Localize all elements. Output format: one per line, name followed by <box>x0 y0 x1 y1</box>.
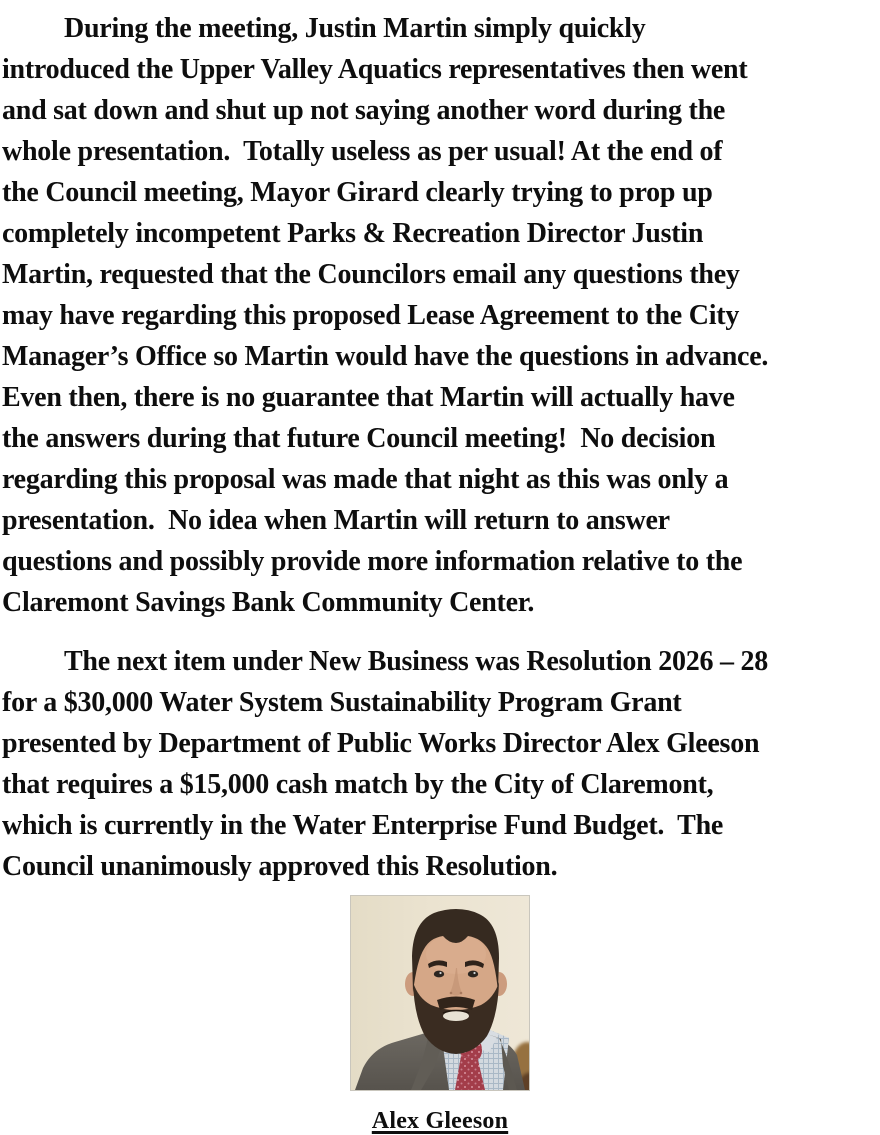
text-line: that requires a $15,000 cash match by the City of Claremont, <box>2 769 714 800</box>
text-line: whole presentation. Totally useless as per usual! At the end of <box>2 136 723 167</box>
smile <box>443 1011 469 1021</box>
text-line: Martin, requested that the Councilors email any questions they <box>2 259 740 290</box>
text-line: Claremont Savings Bank Community Center. <box>2 587 535 618</box>
text-line: completely incompetent Parks & Recreation Director Justin <box>2 218 704 249</box>
portrait-figure <box>0 895 880 1135</box>
body-text <box>0 8 880 887</box>
paragraph-council-meeting <box>2 8 879 623</box>
text-line: may have regarding this proposed Lease Agreement to the City <box>2 300 740 331</box>
text-line: introduced the Upper Valley Aquatics representatives then went <box>2 54 748 85</box>
text-line: presentation. No idea when Martin will return to answer <box>2 505 670 536</box>
paragraph-resolution-2026-28 <box>2 641 879 887</box>
text-line: for a $30,000 Water System Sustainability Program Grant <box>2 687 682 718</box>
text-line: and sat down and shut up not saying another word during the <box>2 95 726 126</box>
text-line: During the meeting, Justin Martin simply quickly <box>64 13 646 44</box>
text-line: Even then, there is no guarantee that Martin will actually have <box>2 382 735 413</box>
portrait-photo <box>350 895 530 1091</box>
text-line: presented by Department of Public Works Director Alex Gleeson <box>2 728 760 759</box>
text-line: the answers during that future Council meeting! No decision <box>2 423 716 454</box>
text-line: regarding this proposal was made that night as this was only a <box>2 464 729 495</box>
text-line: questions and possibly provide more information relative to the <box>2 546 743 577</box>
text-line: Council unanimously approved this Resolution. <box>2 851 558 882</box>
photo-caption: Alex Gleeson <box>371 1108 509 1134</box>
text-line: The next item under New Business was Resolution 2026 – 28 <box>64 646 768 677</box>
text-line: which is currently in the Water Enterprise Fund Budget. The <box>2 810 724 841</box>
portrait-illustration <box>351 896 529 1090</box>
text-line: Manager’s Office so Martin would have the questions in advance. <box>2 341 769 372</box>
text-line: the Council meeting, Mayor Girard clearly trying to prop up <box>2 177 713 208</box>
